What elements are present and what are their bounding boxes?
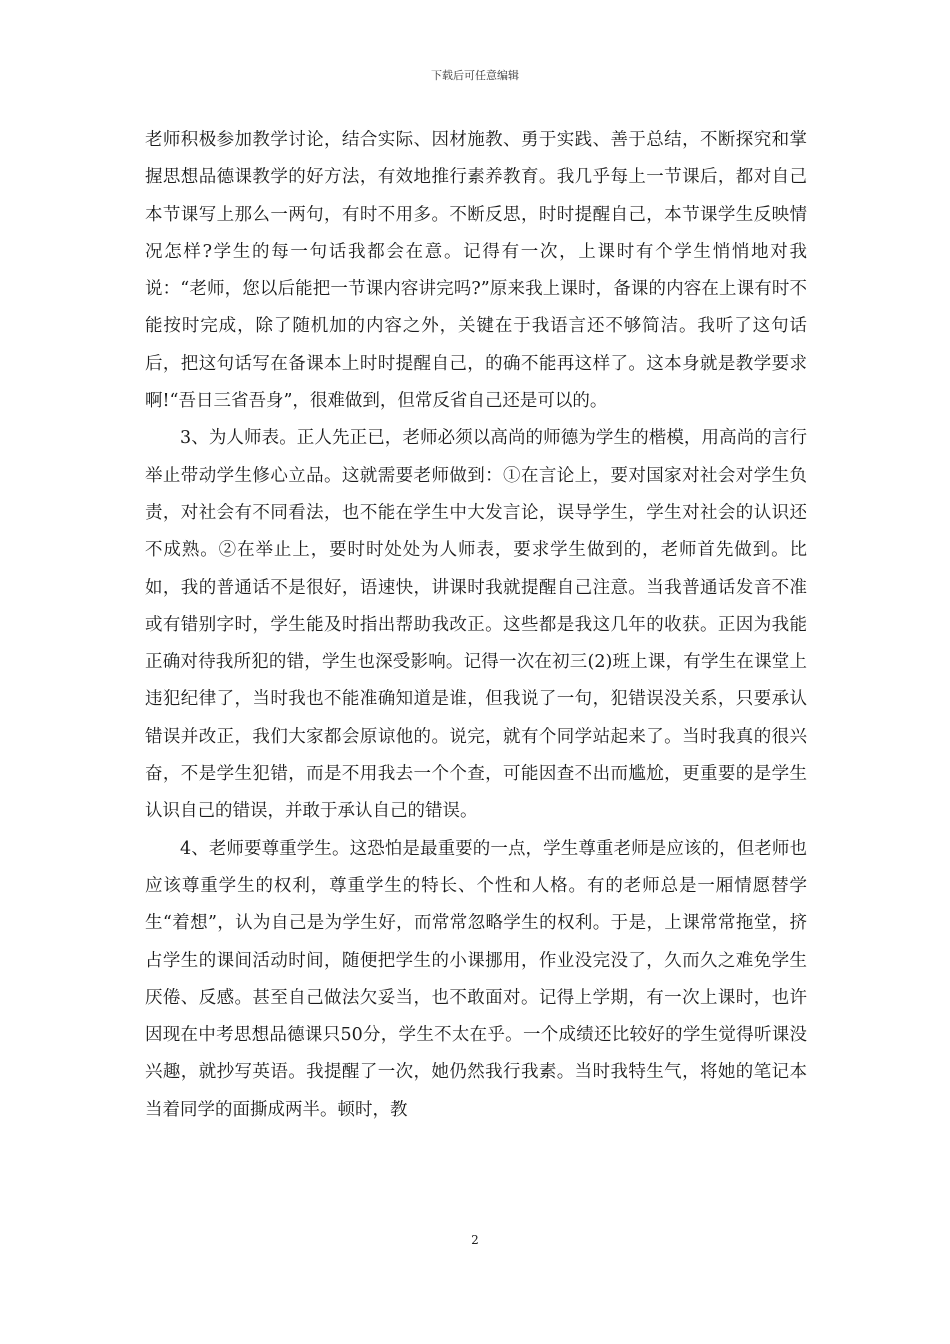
document-body	[145, 122, 807, 1129]
paragraph-4-respect-students: 4、老师要尊重学生。这恐怕是最重要的一点，学生尊重老师是应该的，但老师也应该尊重学生的权利，尊重学生的特长、个性和人格。有的老师总是一厢情愿替学生“着想”，认为自己是为学生好，而常常忽略学生的权利。于是，上课常常拖堂，挤占学生的课间活动时间，随便把学生的小课挪用，作业没完没了，久而久之难免学生厌倦、反感。甚至自己做法欠妥当，也不敢面对。记得上学期，有一次上课时，也许因现在中考思想品德课只50分，学生不太在乎。一个成绩还比较好的学生觉得听课没兴趣，就抄写英语。我提醒了一次，她仍然我行我素。当时我特生气，将她的笔记本当着同学的面撕成两半。顿时，教	[145, 838, 807, 1120]
header-note: 下载后可任意编辑	[431, 69, 519, 82]
paragraph-3-role-model: 3、为人师表。正人先正已，老师必须以高尚的师德为学生的楷模，用高尚的言行举止带动学生修心立品。这就需要老师做到：①在言论上，要对国家对社会对学生负责，对社会有不同看法，也不能在学生中大发言论，误导学生，学生对社会的认识还不成熟。②在举止上，要时时处处为人师表，要求学生做到的，老师首先做到。比如，我的普通话不是很好，语速快，讲课时我就提醒自己注意。当我普通话发音不准或有错别字时，学生能及时指出帮助我改正。这些都是我这几年的收获。正因为我能正确对待我所犯的错，学生也深受影响。记得一次在初三(2)班上课，有学生在课堂上违犯纪律了，当时我也不能准确知道是谁，但我说了一句，犯错误没关系，只要承认错误并改正，我们大家都会原谅他的。说完，就有个同学站起来了。当时我真的很兴奋，不是学生犯错，而是不用我去一个个查，可能因查不出而尴尬，更重要的是学生认识自己的错误，并敢于承认自己的错误。	[145, 428, 807, 822]
paragraph-continuation: 老师积极参加教学讨论，结合实际、因材施教、勇于实践、善于总结，不断探究和掌握思想品德课教学的好方法，有效地推行素养教育。我几乎每上一节课后，都对自己本节课写上那么一两句，有时不用多。不断反思，时时提醒自己，本节课学生反映情况怎样?学生的每一句话我都会在意。记得有一次，上课时有个学生悄悄地对我说：“老师，您以后能把一节课内容讲完吗?”原来我上课时，备课的内容在上课有时不能按时完成，除了随机加的内容之外，关键在于我语言还不够简洁。我听了这句话后，把这句话写在备课本上时时提醒自己，的确不能再这样了。这本身就是教学要求啊!“吾日三省吾身”，很难做到，但常反省自己还是可以的。	[145, 130, 807, 412]
page-number: 2	[471, 1233, 479, 1247]
